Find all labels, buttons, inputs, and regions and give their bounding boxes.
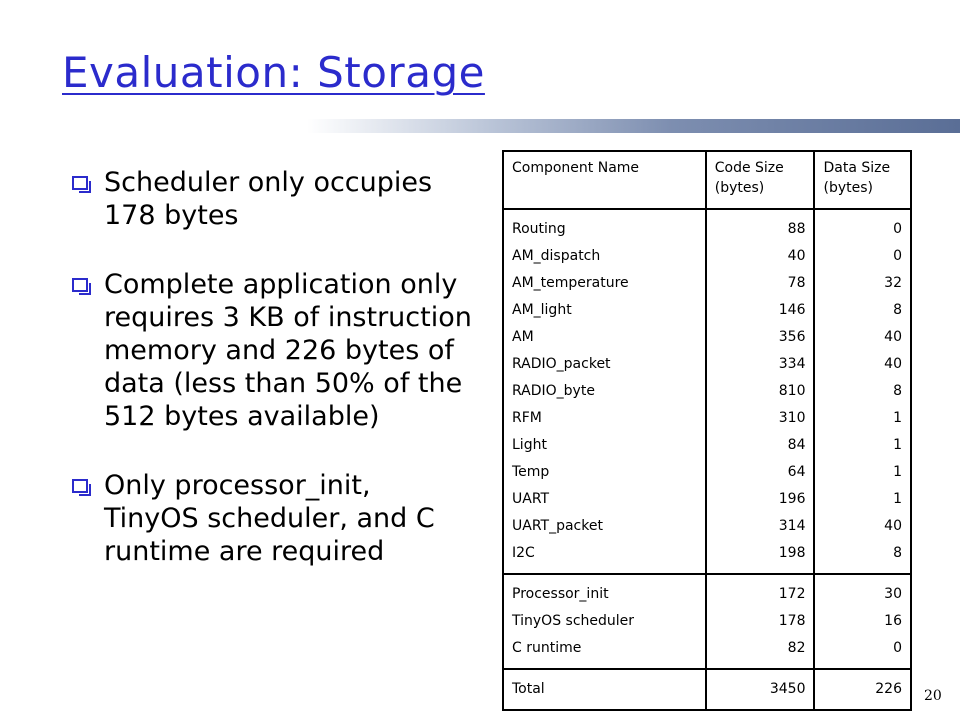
component-size-table [502,150,912,711]
component-name: Total [512,681,545,697]
code-size-value: 64 [787,464,806,480]
table-body [503,209,911,710]
component-name: UART_packet [512,518,603,534]
box-bullet-icon [72,278,88,292]
header-component-name: Component Name [503,151,706,209]
component-name: Processor_init [512,586,609,602]
page-number: 20 [924,688,942,704]
bullet-item [72,268,472,433]
header-data-size: Data Size (bytes) [814,151,911,209]
code-size-value: 334 [778,356,806,372]
data-size-value: 0 [893,248,902,264]
component-name: Routing [512,221,566,237]
data-size-cell [814,209,911,574]
data-size-value: 40 [884,356,902,372]
bullet-text: Only processor_init, TinyOS scheduler, and C runtime are required [104,470,435,567]
component-name: AM_dispatch [512,248,601,264]
component-name-cell [503,209,706,574]
code-size-value: 40 [787,248,806,264]
component-name: C runtime [512,640,582,656]
data-size-value: 16 [884,613,902,629]
data-size-cell [814,574,911,669]
data-size-value: 32 [884,275,902,291]
table-row-group [503,209,911,574]
data-size-value: 8 [893,383,902,399]
component-name: I2C [512,545,535,561]
data-size-value: 8 [893,302,902,318]
component-name: RADIO_packet [512,356,611,372]
code-size-cell [706,574,815,669]
bullet-text: Complete application only requires 3 KB of instruction memory and 226 bytes of data (less than 50% of the 512 bytes available) [104,269,472,432]
code-size-cell [706,669,815,710]
table-header-row [503,151,911,209]
code-size-cell [706,209,815,574]
code-size-value: 82 [787,640,806,656]
component-name: Temp [512,464,550,480]
data-size-value: 226 [875,681,902,697]
component-name: RADIO_byte [512,383,595,399]
data-size-value: 30 [884,586,902,602]
component-name: TinyOS scheduler [512,613,635,629]
bullet-list [72,166,472,604]
table-row-group [503,574,911,669]
code-size-value: 172 [778,586,806,602]
bullet-item [72,469,472,568]
code-size-value: 356 [778,329,806,345]
code-size-value: 314 [778,518,806,534]
component-name-cell [503,669,706,710]
component-name: AM_temperature [512,275,629,291]
code-size-value: 88 [787,221,806,237]
data-size-value: 0 [893,221,902,237]
box-bullet-icon [72,479,88,493]
code-size-value: 78 [787,275,806,291]
data-size-value: 40 [884,518,902,534]
code-size-value: 178 [778,613,806,629]
component-name-cell [503,574,706,669]
code-size-value: 146 [778,302,806,318]
data-size-cell [814,669,911,710]
bullet-item [72,166,472,232]
code-size-value: 196 [778,491,806,507]
bullet-text: Scheduler only occupies 178 bytes [104,167,433,231]
component-name: RFM [512,410,542,426]
data-size-value: 1 [893,437,902,453]
code-size-value: 84 [787,437,806,453]
code-size-value: 198 [778,545,806,561]
data-size-value: 1 [893,464,902,480]
code-size-value: 310 [778,410,806,426]
data-size-value: 8 [893,545,902,561]
code-size-value: 810 [778,383,806,399]
title-accent-bar [0,119,960,133]
data-size-value: 0 [893,640,902,656]
component-name: AM_light [512,302,572,318]
header-code-size: Code Size (bytes) [706,151,815,209]
data-size-value: 1 [893,491,902,507]
component-name: AM [512,329,534,345]
box-bullet-icon [72,176,88,190]
data-size-value: 1 [893,410,902,426]
table-row-group [503,669,911,710]
data-size-value: 40 [884,329,902,345]
slide-title: Evaluation: Storage [62,48,485,97]
code-size-value: 3450 [769,681,806,697]
component-name: Light [512,437,547,453]
component-name: UART [512,491,550,507]
